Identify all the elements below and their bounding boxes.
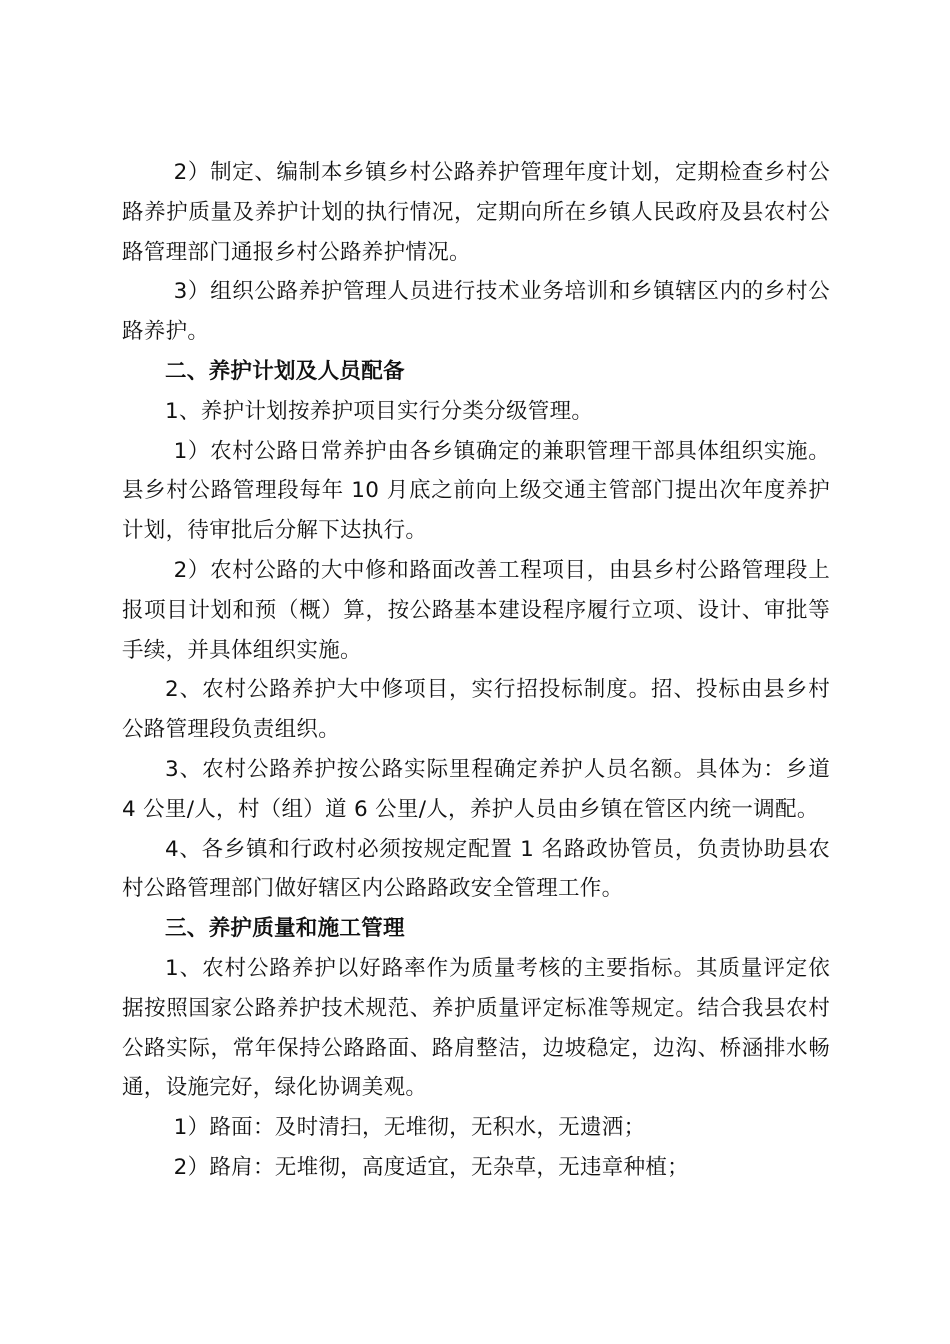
paragraph: 3、农村公路养护按公路实际里程确定养护人员名额。具体为：乡道 4 公里/人，村（组）道 6 公里/人，养护人员由乡镇在管区内统一调配。 — [122, 756, 830, 822]
paragraph: 2）制定、编制本乡镇乡村公路养护管理年度计划，定期检查乡村公路养护质量及养护计划的执行情况，定期向所在乡镇人民政府及县农村公路管理部门通报乡村公路养护情况。 — [122, 160, 830, 265]
section-heading: 三、养护质量和施工管理 — [165, 916, 405, 942]
paragraph: 1、农村公路养护以好路率作为质量考核的主要指标。其质量评定依据按照国家公路养护技术规范、养护质量评定标准等规定。结合我县农村公路实际，常年保持公路路面、路肩整洁，边坡稳定，边沟、桥涵排水畅通，设施完好，绿化协调美观。 — [122, 955, 830, 1101]
paragraph: 4、各乡镇和行政村必须按规定配置 1 名路政协管员，负责协助县农村公路管理部门做好辖区内公路路政安全管理工作。 — [122, 836, 830, 902]
paragraph: 1、养护计划按养护项目实行分类分级管理。 — [165, 398, 594, 424]
paragraph: 1）路面：及时清扫，无堆彻，无积水，无遗洒； — [173, 1115, 646, 1141]
paragraph: 3）组织公路养护管理人员进行技术业务培训和乡镇辖区内的乡村公路养护。 — [122, 279, 830, 345]
paragraph: 2）农村公路的大中修和路面改善工程项目，由县乡村公路管理段上报项目计划和预（概）算，按公路基本建设程序履行立项、设计、审批等手续，并具体组织实施。 — [122, 557, 830, 663]
paragraph: 1）农村公路日常养护由各乡镇确定的兼职管理干部具体组织实施。县乡村公路管理段每年 10 月底之前向上级交通主管部门提出次年度养护计划，待审批后分解下达执行。 — [122, 438, 830, 544]
document-body — [122, 153, 830, 1188]
paragraph: 2、农村公路养护大中修项目，实行招投标制度。招、投标由县乡村公路管理段负责组织。 — [122, 677, 830, 743]
paragraph: 2）路肩：无堆彻，高度适宜，无杂草，无违章种植； — [173, 1154, 689, 1180]
section-heading: 二、养护计划及人员配备 — [165, 358, 405, 384]
